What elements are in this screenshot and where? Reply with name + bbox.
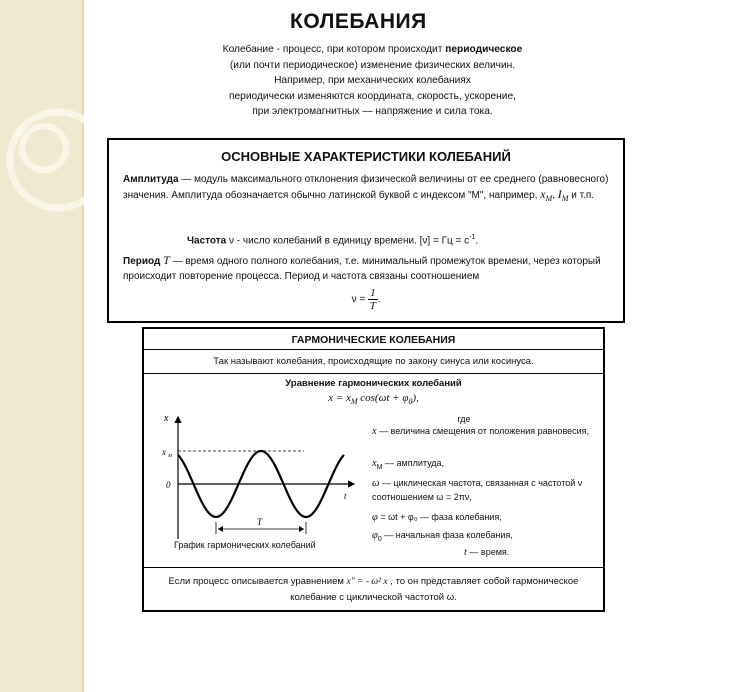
legend-t-text: — время. [466, 547, 510, 557]
period-term: Период [123, 256, 161, 267]
intro-part1: Колебание - процесс, при котором происходит [222, 44, 446, 55]
legend-phase-sym: φ [372, 512, 378, 523]
eq-sub2: 0 [408, 397, 413, 407]
divider-1 [144, 349, 603, 350]
legend-x-sym: x [372, 426, 377, 437]
equation-title: Уравнение гармонических колебаний [285, 378, 462, 389]
amplitude-end: и т.п. [568, 190, 595, 201]
legend-phi0-sub: 0 [377, 535, 382, 543]
eq-sub1: M [350, 397, 358, 407]
period-text: — время одного полного колебания, т.е. минимальный промежуток времени, через который происходит повторение процесса. Период и частота связаны соотношением [123, 256, 601, 282]
intro-line5: при электромагнитных — напряжение и сила тока. [252, 106, 493, 117]
intro-paragraph [175, 42, 570, 120]
formula-numerator: 1 [370, 287, 376, 299]
formula-end: . [377, 294, 381, 306]
legend-xm-sym: x [372, 458, 377, 469]
eq-part1: x = x [328, 392, 351, 404]
frequency-term: Частота [187, 235, 227, 247]
frequency-exp: -1 [469, 234, 476, 241]
intro-bold: периодическое [445, 44, 523, 55]
legend-omega-text: — циклическая частота, связанная с частотой ν соотношением ω = 2πν, [372, 478, 583, 502]
legend-omega-sym: ω [372, 478, 380, 489]
ring-small [22, 126, 66, 170]
legend-phi0-text: — начальная фаза колебания, [381, 530, 513, 540]
formula-fraction [368, 287, 378, 312]
period-label: T [257, 517, 263, 527]
divider-2 [144, 373, 603, 374]
legend-t-sym: t [464, 547, 467, 558]
legend-phi0 [372, 529, 602, 546]
amplitude-symbol-x: x [540, 187, 546, 201]
frequency-paragraph [187, 230, 679, 248]
bottom-note [164, 574, 583, 606]
amplitude-paragraph: Амплитуда — модуль максимального отклонения физической величины от ее среднего (равновесного) значения. Амплитуда обозначается обычно латинской буквой с индексом "М", например, $x_M$, $I_M$ и т.п. [123, 174, 609, 203]
page-title: КОЛЕБАНИЯ [290, 10, 427, 33]
intro-line2: (или почти периодическое) изменение физических величин. [229, 59, 516, 71]
amp-label: x [162, 447, 166, 457]
graph-caption: График гармонических колебаний [174, 540, 316, 550]
legend-t [464, 546, 694, 560]
legend-x-text: — величина смещения от положения равновесия, [376, 426, 590, 436]
legend-phase [372, 511, 602, 525]
legend-x [372, 425, 602, 439]
intro-line3: Например, при механических колебаниях [274, 75, 471, 86]
period-paragraph [123, 253, 615, 284]
amplitude-sub-x: M [545, 194, 553, 203]
characteristics-title: ОСНОВНЫЕ ХАРАКТЕРИСТИКИ КОЛЕБАНИЙ [221, 149, 511, 164]
eq-part2: cos(ωt + φ [357, 392, 409, 404]
legend-omega [372, 477, 602, 503]
harmonic-title: ГАРМОНИЧЕСКИЕ КОЛЕБАНИЯ [291, 334, 456, 346]
amplitude-symbol-i: I [557, 187, 562, 201]
characteristics-box [107, 138, 625, 323]
harmonic-subtitle: Так называют колебания, происходящие по закону синуса или косинуса. [213, 356, 534, 367]
amplitude-term: Амплитуда [123, 174, 179, 185]
amp-sub-label: м [168, 453, 172, 459]
period-formula [109, 287, 623, 312]
formula-denominator: T [369, 300, 376, 312]
frequency-text: - число колебаний в единицу времени. [ν] = Гц = с [234, 235, 470, 247]
amplitude-text: — модуль максимального отклонения физической величины от ее среднего (равновесного) значения. Амплитуда обозначается обычно латинской буквой с индексом "М", например, [123, 174, 609, 201]
legend-xm-sub: M [376, 463, 383, 471]
intro-line4: периодически изменяются координата, скорость, ускорение, [228, 90, 516, 102]
y-axis-label: x [164, 413, 169, 424]
bottom-part1: Если процесс описывается уравнением [168, 576, 347, 587]
period-symbol: T [163, 253, 170, 267]
frequency-end: . [475, 235, 479, 247]
legend-xm-text: — амплитуда, [382, 458, 445, 468]
harmonic-equation [144, 392, 603, 406]
legend-phase-text: = ωt + φ₀ — фаза колебания, [377, 512, 502, 522]
divider-3 [144, 567, 603, 568]
formula-lhs: ν = [351, 294, 369, 306]
t-axis-label: t [344, 491, 347, 501]
eq-end: ), [412, 392, 419, 404]
harmonic-graph [154, 409, 364, 549]
bottom-formula: x″ = - ω² x [346, 577, 388, 587]
legend-phi0-sym: φ [372, 530, 378, 541]
bottom-part2: , то он представляет собой гармоническое колебание с циклической частотой ω. [290, 576, 579, 603]
legend-xm [372, 457, 602, 474]
frequency-symbol: ν [226, 235, 235, 247]
legend-where: где [457, 414, 471, 424]
amplitude-sub-i: M [561, 194, 569, 203]
zero-label: 0 [166, 480, 171, 490]
harmonic-box [142, 327, 605, 612]
decorative-rings [0, 0, 84, 260]
